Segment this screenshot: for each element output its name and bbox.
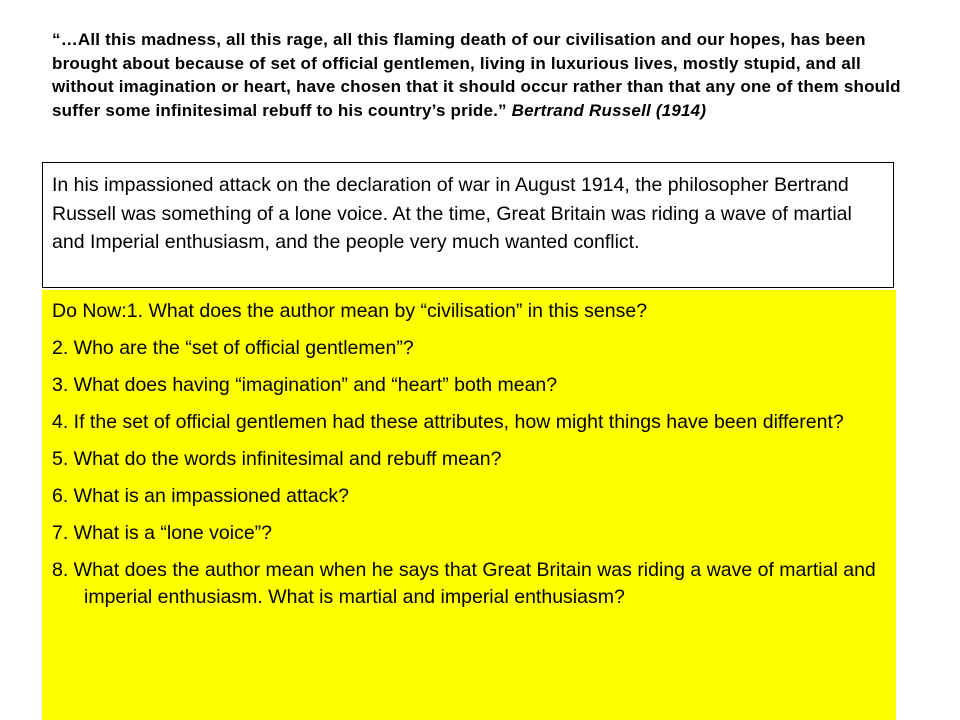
intro-text: In his impassioned attack on the declaration of war in August 1914, the philosopher Bertrand Russell was something of a lone voice. At the time, Great Britain was riding a wave of martial and Imperial enthusiasm, and the people very much wanted conflict. — [52, 174, 852, 253]
question-item: 6. What is an impassioned attack? — [52, 485, 349, 507]
quote-text: “…All this madness, all this rage, all this flaming death of our civilisation and our hopes, has been brought about because of set of official gentlemen, living in luxurious lives, mostly stupid, and all without imagination or heart, have chosen that it should occur rather than that any one of them should suffer some infinitesimal rebuff to his country’s pride.” — [52, 30, 901, 120]
question-item: 3. What does having “imagination” and “heart” both mean? — [52, 374, 558, 396]
question-item: 2. Who are the “set of official gentlemen”? — [52, 337, 414, 359]
quote-attribution: Bertrand Russell (1914) — [511, 100, 707, 120]
question-item: 7. What is a “lone voice”? — [52, 522, 273, 544]
question-item: Do Now:1. What does the author mean by “civilisation” in this sense? — [52, 300, 648, 322]
intro-text-box — [42, 162, 894, 288]
question-item: 4. If the set of official gentlemen had these attributes, how might things have been different? — [52, 411, 844, 433]
questions-box — [42, 290, 896, 720]
question-item: 8. What does the author mean when he says that Great Britain was riding a wave of martial and imperial enthusiasm. What is martial and imperial enthusiasm? — [52, 559, 876, 608]
question-item: 5. What do the words infinitesimal and rebuff mean? — [52, 448, 502, 470]
russell-quote — [52, 28, 902, 122]
